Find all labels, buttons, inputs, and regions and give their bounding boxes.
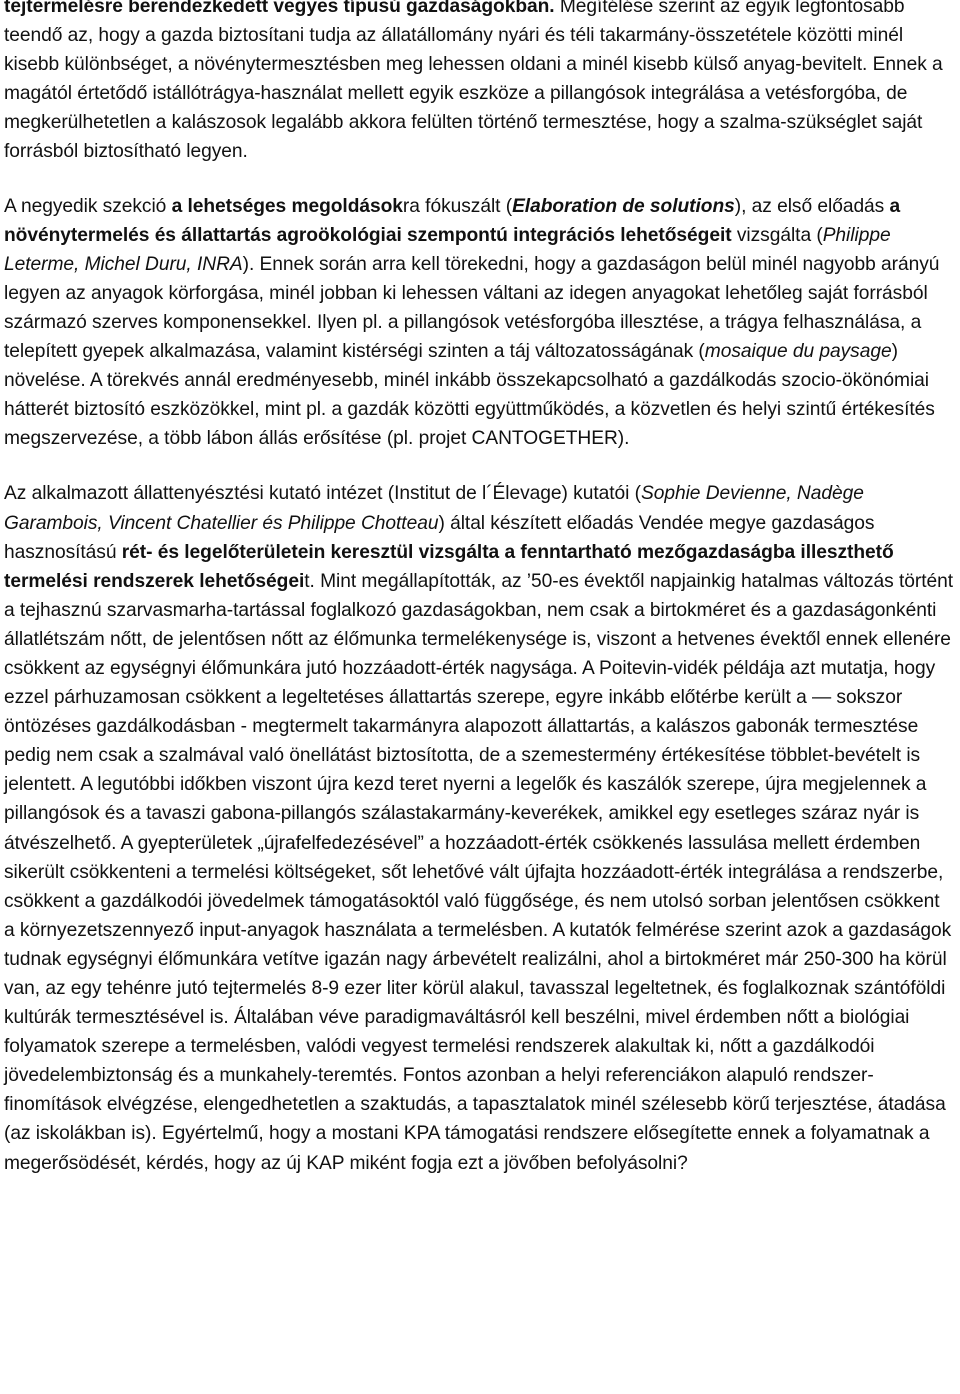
italic-run: Philippe Leterme, Michel Duru, INRA (4, 224, 891, 275)
text-run: ), az első előadás (734, 195, 890, 217)
text-run: ) növelése. A törekvés annál eredményesebb, minél inkább összekapcsolható a gazdálkodás szocio-ökönómiai hátterét biztosító eszközökkel, mint pl. a gazdák közötti együttműködés, a közvetlen és helyi szintű értékesítés megszervezése, a több lábon állás erősítése (pl. projet CANTOGETHER). (4, 341, 935, 450)
bold-run: tejtermelésre berendezkedett vegyes típusú gazdaságokban. (4, 0, 555, 17)
text-run: vizsgálta ( (731, 224, 823, 246)
bold-run: a növénytermelés és állattartás agroökológiai szempontú integrációs lehetőségeit (4, 195, 901, 246)
text-run: A negyedik szekció (4, 195, 172, 217)
text-run: Megítélése szerint az egyik legfontosabb teendő az, hogy a gazda biztosítani tudja az állatállomány nyári és téli takarmány-összetétele közötti minél kisebb különbséget, a növénytermesztésben meg lehessen oldani a minél kisebb külső anyag-bevitelt. Ennek a magától értetődő istállótrágya-használat mellett egyik eszköze a pillangósok integrálása a vetésforgóba, de megkerülhetetlen a kalászosok legalább akkora felülten történő termesztése, hogy a szalma-szükséglet saját forrásból biztosítható legyen. (4, 0, 943, 163)
text-run: Az alkalmazott állattenyésztési kutató intézet (Institut de l´Élevage) kutatói ( (4, 483, 641, 505)
text-run: ra fókuszált ( (402, 195, 513, 217)
bold-italic-run (512, 196, 735, 217)
bold-run: rét- és legelőterületein keresztül vizsgálta a fenntartható mezőgazdaságba illeszthető termelési rendszerek lehetőségei (4, 541, 894, 592)
paragraph-fourth-section (4, 192, 954, 454)
italic-run: Sophie Devienne, Nadège Garambois, Vincent Chatellier és Philippe Chotteau (4, 483, 864, 534)
italic-run: mosaique du paysage (704, 341, 892, 363)
paragraph-dairy-farms (4, 0, 954, 167)
text-run: t. Mint megállapították, az ’50-es évektől napjainkig hatalmas változás történt a tejhasznú szarvasmarha-tartással foglalkozó gazdaságokban, nem csak a birtokméret és a gazdaságonkénti állatlétszám nőtt, de jelentősen nőtt az élőmunka termelékenysége is, viszont a hetvenes évektől ennek ellenére csökkent az egységnyi élőmunkára jutó hozzáadott-érték nagysága. A Poitevin-vidék példája azt mutatja, hogy ezzel párhuzamosan csökkent a legeltetéses állattartás szerepe, egyre inkább előtérbe került a — sokszor öntözéses gazdálkodásban - megtermelt takarmányra alapozott állattartás, a kalászos gabonák termesztése pedig nem csak a szalmával való önellátást biztosította, de a szemestermény értékesítése többlet-bevételt is jelentett. A legutóbbi időkben viszont újra kezd teret nyerni a legelők és kaszálók szerepe, újra megjelennek a pillangósok és a tavaszi gabona-pillangós szálastakarmány-keverékek, amikkel egy esetleges száraz nyár is átvészelhető. A gyepterületek „újrafelfedezésével” a hozzáadott-érték csökkenés lassulása mellett érdemben sikerült csökkenteni a termelési költségeket, sőt lehetővé vált újfajta hozzáadott-érték integrálása a rendszerbe, csökkent a gazdálkodói jövedelmek támogatásoktól való függősége, és nem utolsó sorban jelentősen csökkent a környezetszennyező input-anyagok használata a termelésben. A kutatók felmérése szerint azok a gazdaságok tudnak egységnyi élőmunkára vetítve igazán nagy árbevételt realizálni, ahol a birtokméret már 250-300 ha körül van, az egy tehénre jutó tejtermelés 8-9 ezer liter körül alakul, tavasszal legeltetnek, és foglalkoznak szántóföldi kultúrák termesztésével is. Általában véve paradigmaváltásról kell beszélni, mivel érdemben nőtt a biológiai folyamatok szerepe a termelésben, valódi vegyest termelési rendszerek alakultak ki, nőtt a gazdálkodói jövedelembiztonság és a munkahely-teremtés. Fontos azonban a helyi referenciákon alapuló rendszer-finomítások elvégzése, elengedhetetlen a szaktudás, a tapasztalatok minél szélesebb körű terjesztése, átadása (az iskolákban is). Egyértelmű, hogy a mostani KPA támogatási rendszere elősegítette ennek a folyamatnak a megerősödését, kérdés, hogy az új KAP miként fogja ezt a jövőben befolyásolni? (4, 570, 953, 1174)
text-run: ) által készített előadás Vendée megye gazdaságos hasznosítású (4, 512, 875, 563)
bold-run: a lehetséges megoldások (171, 195, 403, 217)
paragraph-livestock-institute (4, 479, 954, 1177)
text-run: ). Ennek során arra kell törekedni, hogy a gazdaságon belül minél nagyobb arányú legyen az anyagok körforgása, minél jobban ki lehessen váltani az idegen anyagokat lehetőleg saját forrásból származó szerves komponensekkel. Ilyen pl. a pillangósok vetésforgóba illesztése, a trágya felhasználása, a telepített gyepek alkalmazása, valamint kistérségi szinten a táj változatosságának ( (4, 253, 940, 363)
italic-run: Elaboration de solutions (512, 195, 735, 217)
